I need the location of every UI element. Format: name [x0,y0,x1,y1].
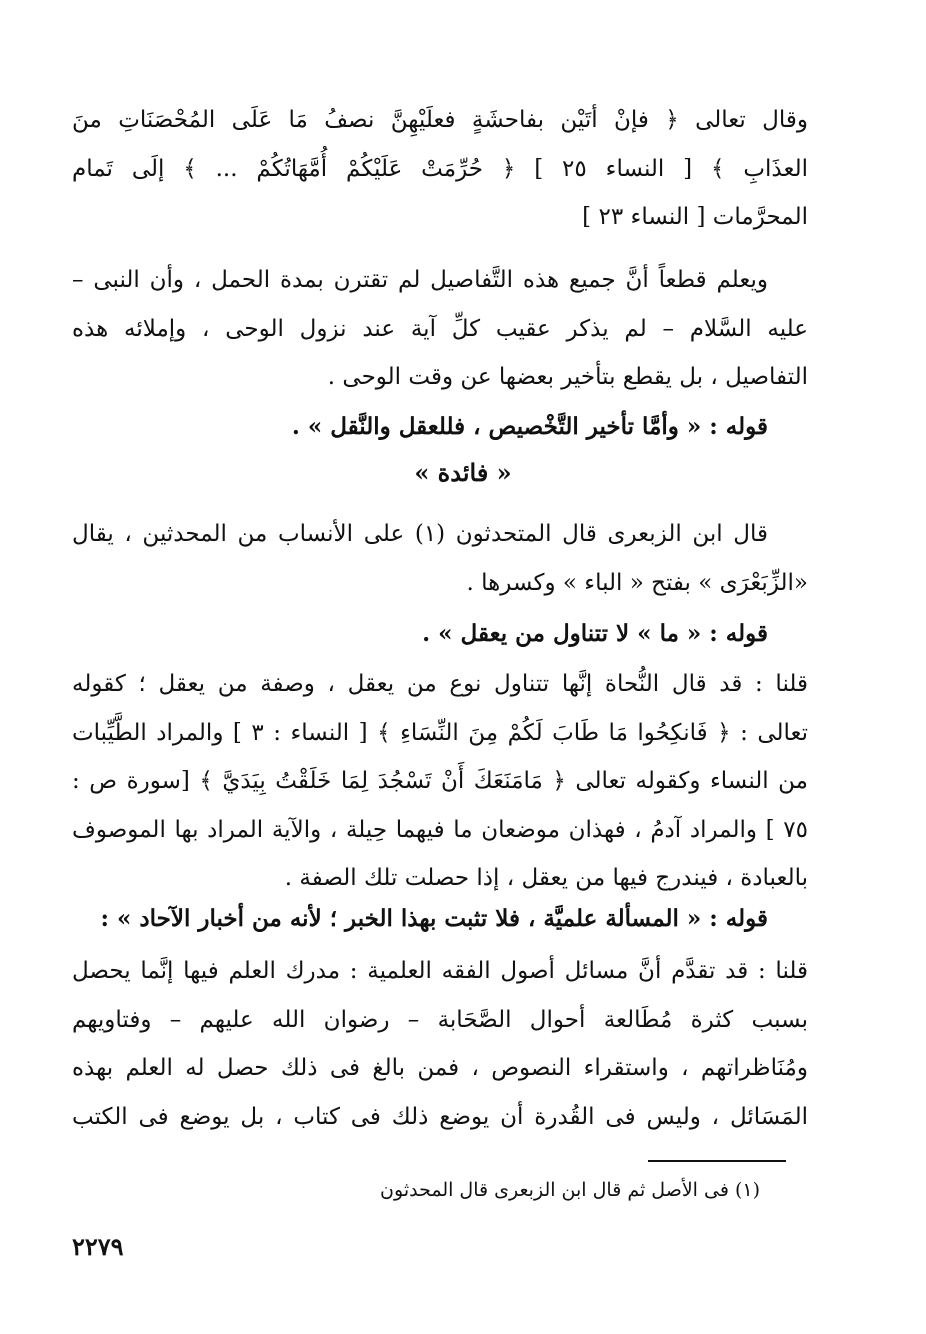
paragraph-qawluhu-3 [72,895,808,944]
text-line: قال ابن الزبعرى قال المتحدثون (١) على الأنساب من المحدثين ، يقال [72,521,769,547]
text-line: وقال تعالى ﴿ فإنْ أتَيْن بفاحشَةٍ فعلَيْهِنَّ نصفُ مَا عَلَى المُحْصَنَاتِ منَ [72,107,808,133]
paragraph-ibn-zibari [72,510,808,607]
text-line: التفاصيل ، بل يقطع بتأخير بعضها عن وقت الوحى . [327,364,808,390]
paragraph-details [72,256,808,402]
text-line: بسبب كثرة مُطَالعة أحوال الصَّحَابة – رضوان الله عليهم – وفتاويهم [72,1006,808,1033]
text-line: المحرَّمات [ النساء ٢٣ ] [582,204,808,230]
text-line: ومُنَاظراتهم ، واستقراء النصوص ، فمن بالغ فى ذلك حصل له العلم بهذه [72,1055,808,1081]
section-heading: « فائدة » [414,458,512,487]
text-line: قوله : « وأمَّا تأخير التَّخْصيص ، فللعقل والنَّقل » . [291,413,768,440]
text-line: قلنا : قد قال النُّحاة إنَّها تتناول نوع من يعقل ، وصفة من يعقل ؛ كقوله [72,671,808,697]
paragraph-qulna-2 [72,947,808,1141]
page-number: ٢٢٧٩ [72,1232,124,1261]
text-line: بالعبادة ، فيندرج فيها من يعقل ، إذا حصلت تلك الصفة . [284,865,808,891]
paragraph-qulna-1 [72,660,808,903]
footnote: (١) فى الأصل ثم قال ابن الزبعرى قال المحدثون [380,1179,760,1201]
text-line: ٧٥ ] والمراد آدمُ ، فهذان موضعان ما فيهما حِيلة ، والآية المراد بها الموصوف [72,816,808,843]
text-line: قوله : « المسألة علميَّة ، فلا تثبت بهذا الخبر ؛ لأنه من أخبار الآحاد » : [100,905,768,932]
text-line: «الزِّبَعْرَى » بفتح « الباء » وكسرها . [466,569,808,596]
paragraph-qawluhu-1 [72,403,808,452]
text-line: قلنا : قد تقدَّم أنَّ مسائل أصول الفقه العلمية : مدرك العلم فيها إنَّما يحصل [72,958,808,984]
text-line: قوله : « ما » لا تتناول من يعقل » . [422,620,768,647]
paragraph-verse [72,96,808,242]
text-line: تعالى : ﴿ فَانكِحُوا مَا طَابَ لَكُمْ مِنَ النِّسَاءِ ﴾ [ النساء : ٣ ] والمراد الطَّيِّبات [72,719,808,746]
footnote-divider [648,1160,786,1162]
text-line: المَسَائل ، وليس فى القُدرة أن يوضع ذلك فى كتاب ، بل يوضع فى الكتب [72,1103,808,1130]
paragraph-qawluhu-2 [72,610,808,659]
text-line: ويعلم قطعاً أنَّ جميع هذه التَّفاصيل لم تقترن بمدة الحمل ، وأن النبى – [72,267,768,293]
text-line: العذَابِ ﴾ [ النساء ٢٥ ] ﴿ حُرِّمَتْ عَلَيْكُمْ أُمَّهَاتُكُمْ ... ﴾ إلَى تَمام [72,155,808,182]
text-line: من النساء وكقوله تعالى ﴿ مَامَنَعَكَ أَنْ تَسْجُدَ لِمَا خَلَقْتُ بِيَدَيَّ ﴾ [سورة ص : [72,768,808,794]
text-line: عليه السَّلام – لم يذكر عقيب كلِّ آية عند نزول الوحى ، وإملائه هذه [72,315,808,342]
